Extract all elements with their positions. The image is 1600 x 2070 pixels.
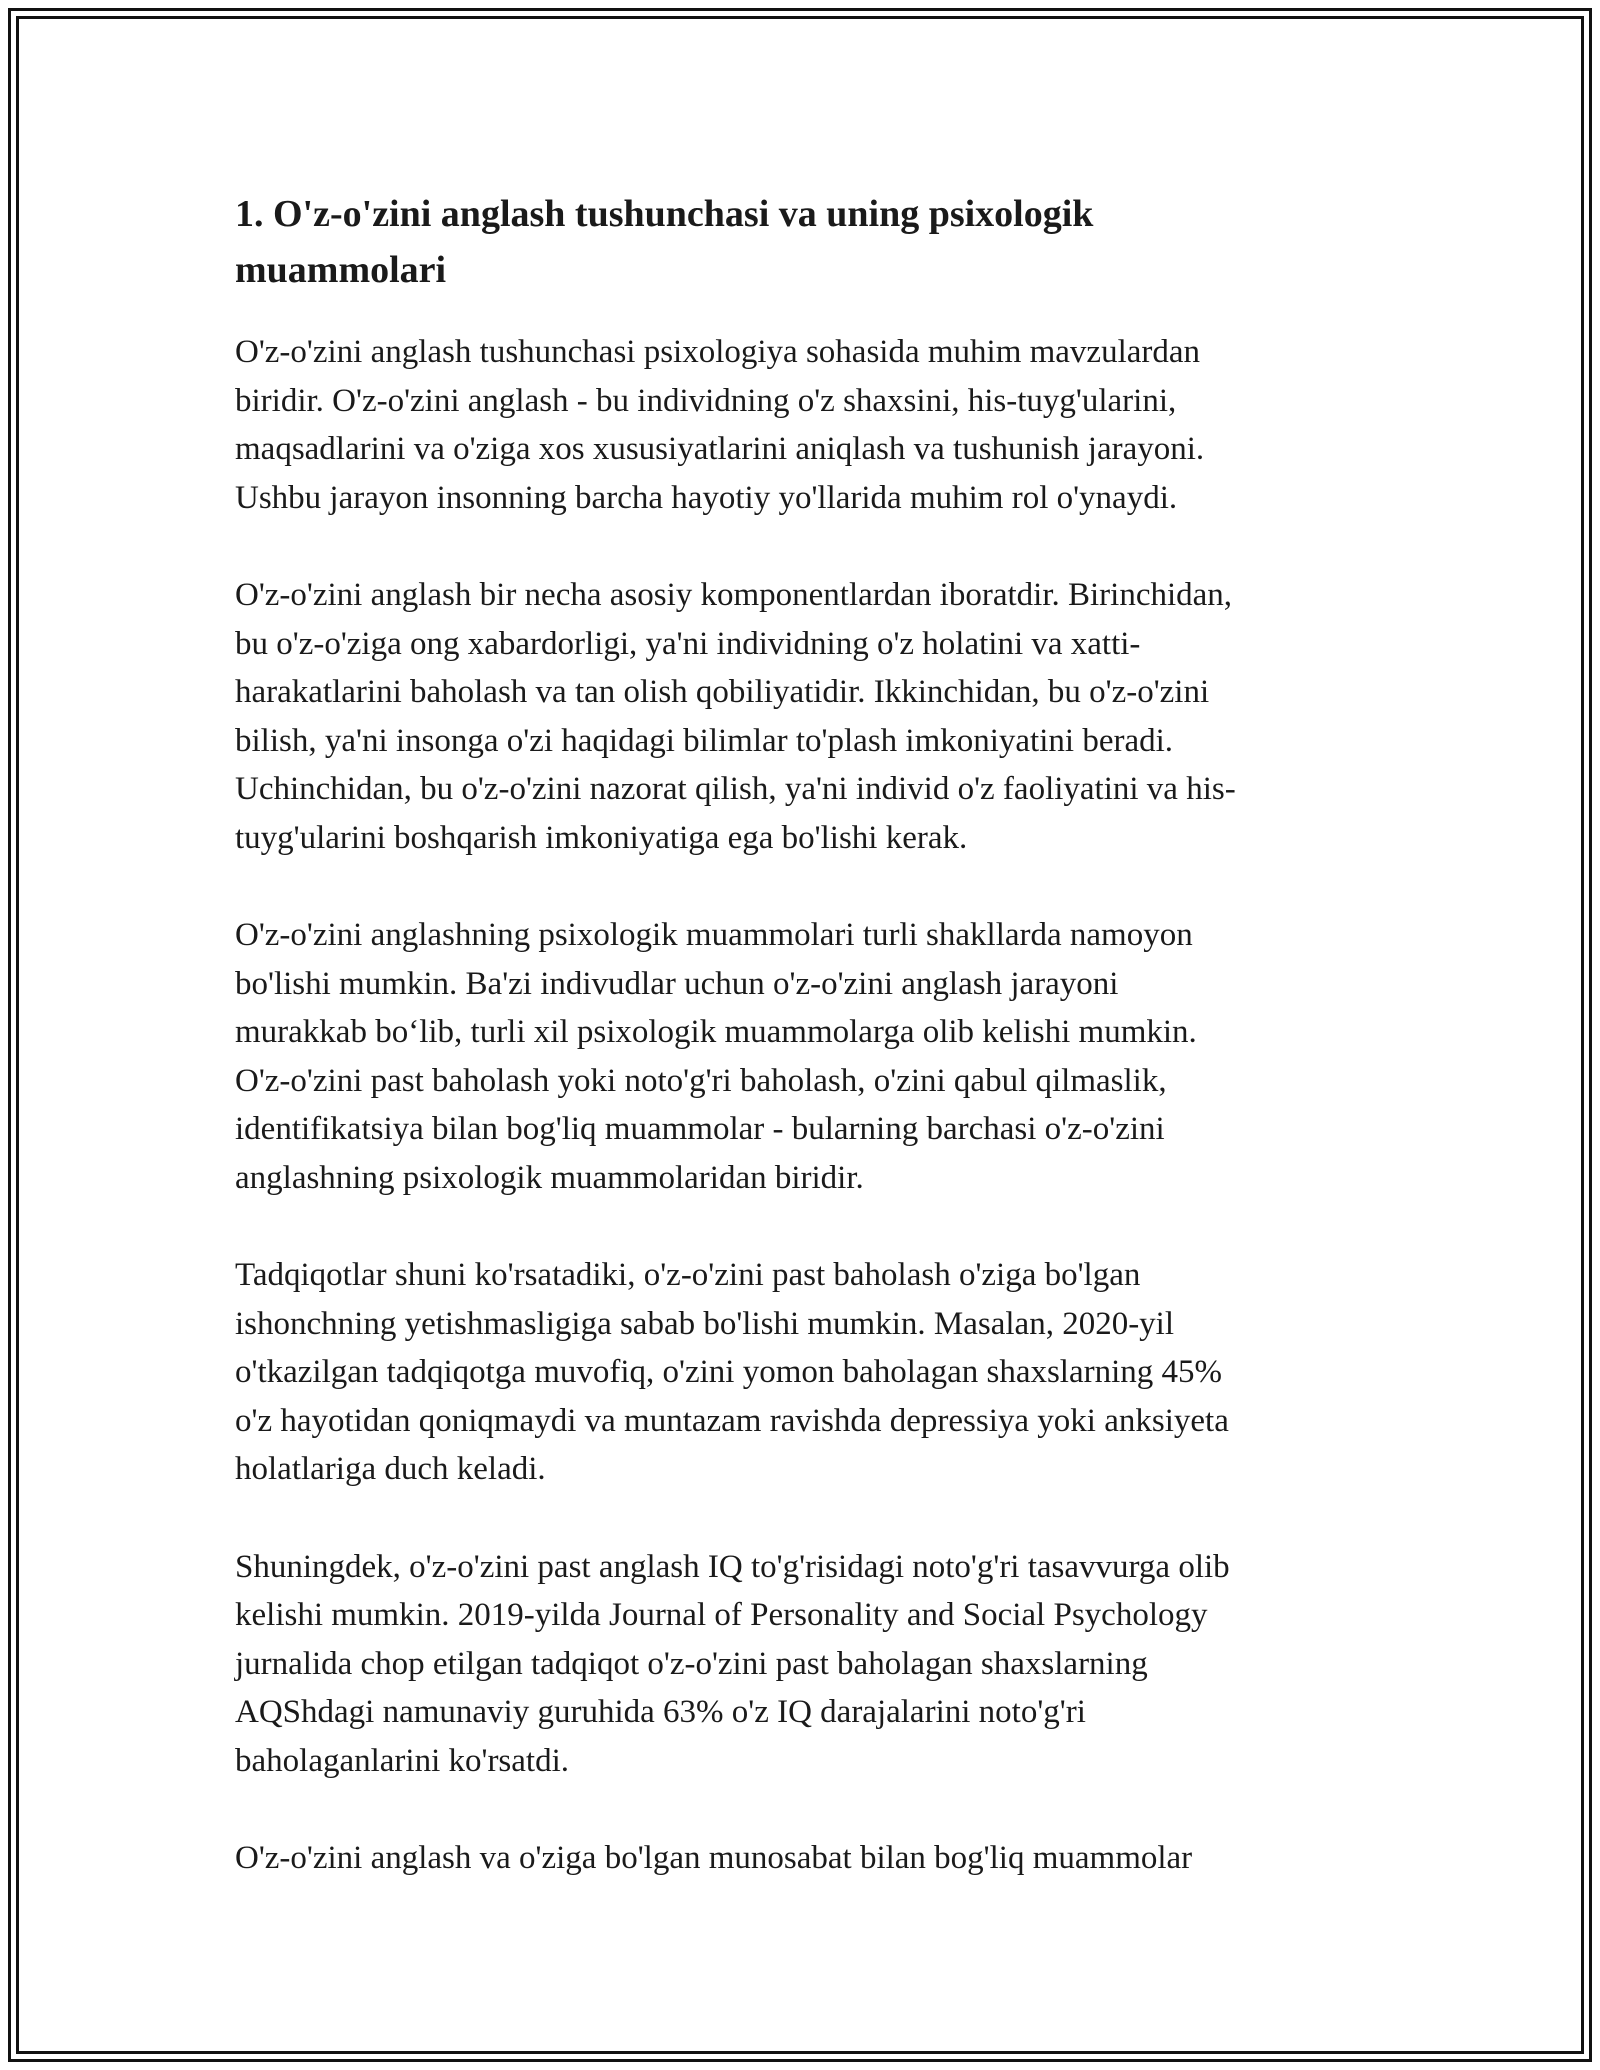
paragraph-5: Shuningdek, o'z-o'zini past anglash IQ to'g'risidagi noto'g'ri tasavvurga olib kelishi mumkin. 2019-yilda Journal of Personality and Social Psychology jurnalida chop etilgan tadqiqot o'z-o'zini past baholagan shaxslarning AQShdagi namunaviy guruhida 63% o'z IQ darajalarini noto'g'ri baholaganlarini ko'rsatdi. [235, 1548, 1230, 1779]
paragraph-3: O'z-o'zini anglashning psixologik muammolari turli shakllarda namoyon bo'lishi mumkin. Ba'zi indivudlar uchun o'z-o'zini anglash jarayoni murakkab bo‘lib, turli xil psixologik muammolarga olib kelishi mumkin. O'z-o'zini past baholash yoki noto'g'ri baholash, o'zini qabul qilmaslik, identifikatsiya bilan bog'liq muammolar - bularning barchasi o'z-o'zini anglashning psixologik muammolaridan biridir. [235, 917, 1197, 1196]
paragraph-6: O'z-o'zini anglash va o'ziga bo'lgan munosabat bilan bog'liq muammolar [235, 1840, 1193, 1876]
paragraph-4: Tadqiqotlar shuni ko'rsatadiki, o'z-o'zini past baholash o'ziga bo'lgan ishonchning yetishmasligiga sabab bo'lishi mumkin. Masalan, 2020-yil o'tkazilgan tadqiqotga muvofiq, o'zini yomon baholagan shaxslarning 45% o'z hayotidan qoniqmaydi va muntazam ravishda depressiya yoki anksiyeta holatlariga duch keladi. [235, 1257, 1229, 1487]
section-title: 1. O'z-o'zini anglash tushunchasi va uning psixologik muammolari [235, 193, 1094, 291]
paragraph-2: O'z-o'zini anglash bir necha asosiy komponentlardan iboratdir. Birinchidan, bu o'z-o'ziga ong xabardorligi, ya'ni individning o'z holatini va xatti- harakatlarini baholash va tan olish qobiliyatidir. Ikkinchidan, bu o'z-o'zini bilish, ya'ni insonga o'zi haqidagi bilimlar to'plash imkoniyatini beradi. Uchinchidan, bu o'z-o'zini nazorat qilish, ya'ni individ o'z faoliyatini va his- tuyg'ularini boshqarish imkoniyatiga ega bo'lishi kerak. [235, 577, 1236, 856]
document-body [235, 186, 1365, 1932]
paragraph-1: O'z-o'zini anglash tushunchasi psixologiya sohasida muhim mavzulardan biridir. O'z-o'zini anglash - bu individning o'z shaxsini, his-tuyg'ularini, maqsadlarini va o'ziga xos xususiyatlarini aniqlash va tushunish jarayoni. Ushbu jarayon insonning barcha hayotiy yo'llarida muhim rol o'ynaydi. [235, 334, 1205, 516]
